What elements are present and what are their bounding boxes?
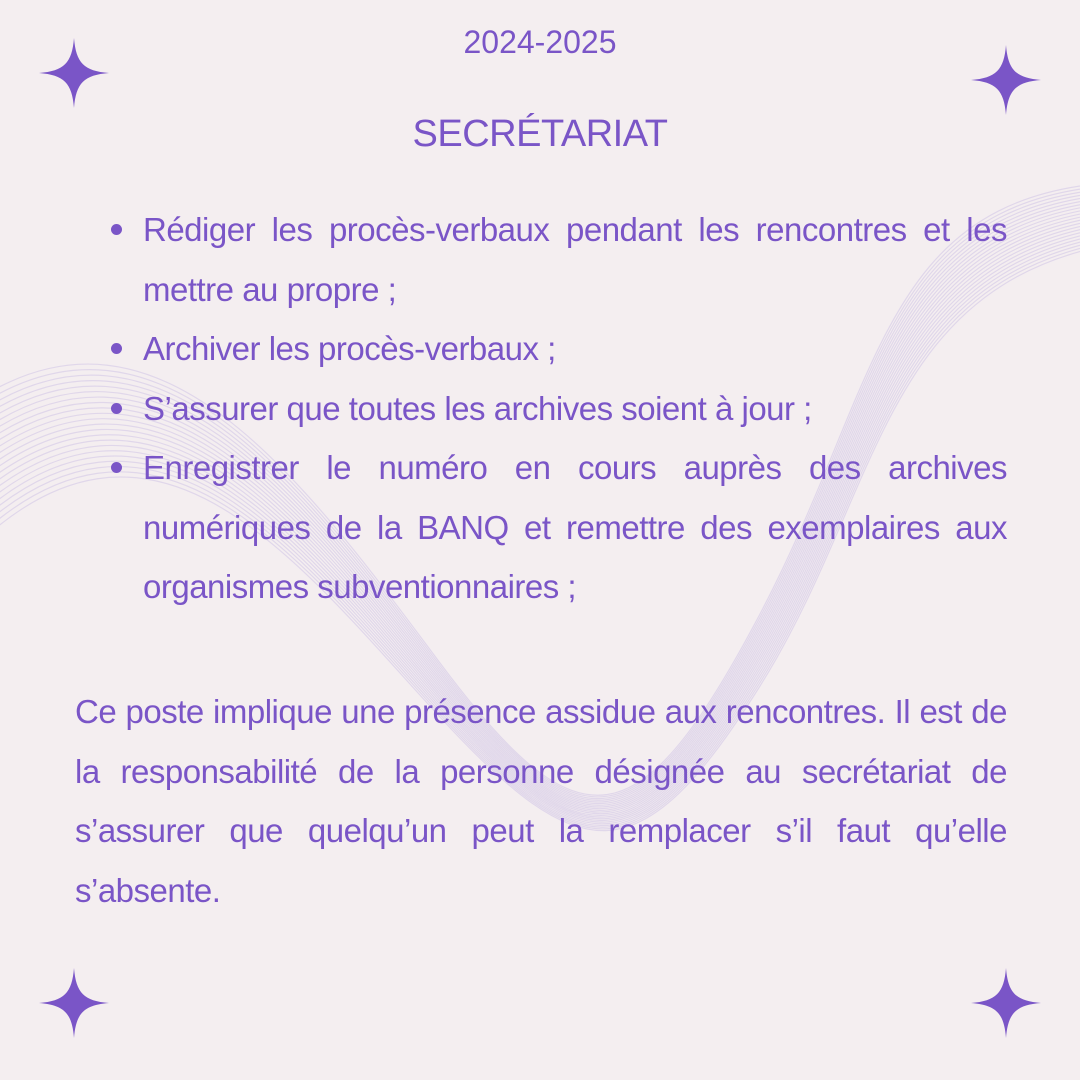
list-item — [102, 438, 1007, 617]
list-item-text: Rédiger les procès-verbaux pendant les rencontres et les mettre au propre ; — [143, 211, 1007, 308]
list-item — [102, 379, 1007, 439]
list-item-text: Enregistrer le numéro en cours auprès des archives numériques de la BANQ et remettre des exemplaires aux organismes subventionnaires ; — [143, 449, 1007, 605]
list-item-text: Archiver les procès-verbaux ; — [143, 330, 556, 367]
year-heading: 2024-2025 — [463, 24, 617, 60]
sparkle-icon — [39, 968, 109, 1038]
bullet-icon — [111, 343, 122, 354]
list-item — [102, 200, 1007, 319]
role-description-paragraph: Ce poste implique une présence assidue aux rencontres. Il est de la responsabilité de la personne désignée au secrétariat de s’assurer que quelqu’un peut la remplacer s’il faut qu’elle s’absente. — [75, 693, 1007, 909]
page-title: SECRÉTARIAT — [412, 113, 668, 155]
list-item — [102, 319, 1007, 379]
bullet-icon — [111, 403, 122, 414]
bullet-icon — [111, 224, 122, 235]
list-item-text: S’assurer que toutes les archives soient à jour ; — [143, 389, 812, 427]
bullet-icon — [111, 462, 122, 473]
sparkle-icon — [971, 968, 1041, 1038]
duties-list — [102, 200, 1007, 617]
